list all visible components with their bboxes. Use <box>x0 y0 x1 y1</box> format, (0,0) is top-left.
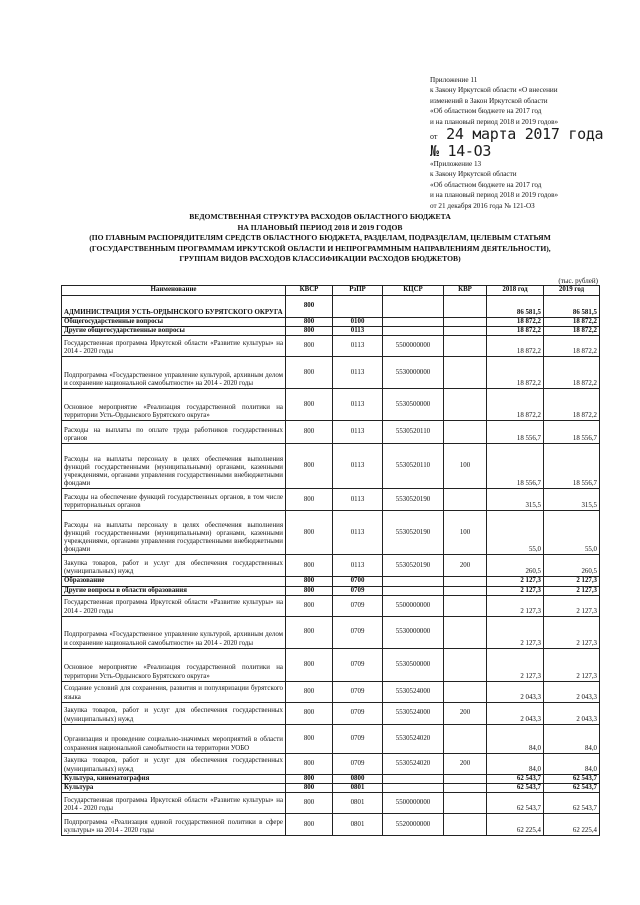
row-2018-cell: 18 872,2 <box>487 357 544 389</box>
row-kvsr-cell: 800 <box>286 444 333 489</box>
table-row <box>62 648 600 681</box>
row-2018-cell: 84,0 <box>487 724 544 753</box>
row-kcsr-cell: 5530524020 <box>383 724 444 753</box>
row-kcsr-cell: 5500000000 <box>383 595 444 616</box>
row-kcsr-cell: 5520000000 <box>383 814 444 836</box>
row-2018-cell: 62 543,7 <box>487 784 544 793</box>
row-kvr-cell <box>444 586 487 595</box>
row-kvr-cell: 200 <box>444 702 487 724</box>
row-rzpr-cell: 0801 <box>333 784 383 793</box>
row-kvr-cell <box>444 389 487 421</box>
row-rzpr-cell: 0709 <box>333 616 383 648</box>
row-name-cell: Другие вопросы в области образования <box>62 586 286 595</box>
row-name-cell: Закупка товаров, работ и услуг для обеспечения государственных (муниципальных) нужд <box>62 555 286 577</box>
row-kcsr-cell: 5530520190 <box>383 511 444 555</box>
row-kvr-cell <box>444 774 487 783</box>
header-kcsr: КЦСР <box>383 286 444 296</box>
row-name-cell: Расходы на выплаты по оплате труда работников государственных органов <box>62 421 286 444</box>
row-2018-cell: 62 543,7 <box>487 793 544 814</box>
title-line: (ГОСУДАРСТВЕННЫМ ПРОГРАММАМ ИРКУТСКОЙ ОБЛАСТИ И НЕПРОГРАММНЫМ НАПРАВЛЕНИЯМ ДЕЯТЕЛЬНОСТИ), <box>89 243 551 253</box>
row-2018-cell: 86 581,5 <box>487 296 544 318</box>
stamp-date-value: 24 марта 2017 года <box>446 125 604 144</box>
row-kcsr-cell <box>383 586 444 595</box>
stamp-date-prefix: от <box>430 132 438 142</box>
row-kcsr-cell: 5530524000 <box>383 681 444 702</box>
row-kvsr-cell: 800 <box>286 702 333 724</box>
row-kvr-cell <box>444 489 487 511</box>
row-kcsr-cell <box>383 327 444 336</box>
row-kvsr-cell: 800 <box>286 681 333 702</box>
table-row <box>62 595 600 616</box>
table-header-row <box>62 286 600 296</box>
row-rzpr-cell: 0113 <box>333 336 383 357</box>
expenditure-table <box>61 285 600 836</box>
stamp-number: № 14-ОЗ <box>430 142 492 161</box>
row-2018-cell: 18 556,7 <box>487 444 544 489</box>
table-row <box>62 753 600 774</box>
row-rzpr-cell: 0700 <box>333 577 383 586</box>
row-kvsr-cell: 800 <box>286 814 333 836</box>
row-2019-cell: 84,0 <box>544 753 600 774</box>
row-rzpr-cell: 0113 <box>333 421 383 444</box>
row-kvsr-cell: 800 <box>286 327 333 336</box>
row-kcsr-cell: 5530000000 <box>383 616 444 648</box>
table-row <box>62 724 600 753</box>
row-2018-cell: 2 043,3 <box>487 702 544 724</box>
row-kcsr-cell: 5530524000 <box>383 702 444 724</box>
table-row <box>62 318 600 327</box>
row-kvsr-cell: 800 <box>286 724 333 753</box>
row-kvr-cell <box>444 724 487 753</box>
table-row <box>62 793 600 814</box>
annex-line: «Об областном бюджете на 2017 год <box>430 107 542 116</box>
row-2019-cell: 2 127,3 <box>544 616 600 648</box>
table-row <box>62 421 600 444</box>
row-kvr-cell <box>444 357 487 389</box>
row-2018-cell: 62 543,7 <box>487 774 544 783</box>
row-kcsr-cell <box>383 784 444 793</box>
row-rzpr-cell: 0709 <box>333 595 383 616</box>
row-rzpr-cell: 0709 <box>333 753 383 774</box>
table-row <box>62 814 600 836</box>
row-name-cell: Организация и проведение социально-значимых мероприятий в области сохранения национальной самобытности на территории УОБО <box>62 724 286 753</box>
row-kvr-cell <box>444 595 487 616</box>
row-kvsr-cell: 800 <box>286 511 333 555</box>
row-2018-cell: 18 872,2 <box>487 336 544 357</box>
table-row <box>62 555 600 577</box>
row-rzpr-cell: 0100 <box>333 318 383 327</box>
row-2018-cell: 55,0 <box>487 511 544 555</box>
prev-annex-line: от 21 декабря 2016 года № 121-ОЗ <box>430 201 535 210</box>
row-name-cell: Культура <box>62 784 286 793</box>
annex-line: изменений в Закон Иркутской области <box>430 96 548 105</box>
row-2019-cell: 260,5 <box>544 555 600 577</box>
annex-line: Приложение 11 <box>430 76 478 84</box>
row-name-cell: Культура, кинематография <box>62 774 286 783</box>
table-row <box>62 511 600 555</box>
row-kcsr-cell: 5530524020 <box>383 753 444 774</box>
row-name-cell: Основное мероприятие «Реализация государственной политики на территории Усть-Ордынского Бурятского округа» <box>62 389 286 421</box>
row-name-cell: Подпрограмма «Реализация единой государственной политики в сфере культуры» на 2014 - 2020 годы <box>62 814 286 836</box>
row-2018-cell: 62 225,4 <box>487 814 544 836</box>
row-2019-cell: 2 043,3 <box>544 702 600 724</box>
row-2019-cell: 18 872,2 <box>544 389 600 421</box>
row-2019-cell: 55,0 <box>544 511 600 555</box>
row-kvsr-cell: 800 <box>286 784 333 793</box>
row-kvsr-cell: 800 <box>286 793 333 814</box>
table-row <box>62 774 600 783</box>
row-kvr-cell: 100 <box>444 444 487 489</box>
row-name-cell: Государственная программа Иркутской области «Развитие культуры» на 2014 - 2020 годы <box>62 595 286 616</box>
header-rzpr: РзПР <box>333 286 383 296</box>
row-kvsr-cell: 800 <box>286 648 333 681</box>
row-2018-cell: 2 127,3 <box>487 595 544 616</box>
row-2019-cell: 315,5 <box>544 489 600 511</box>
row-kvr-cell <box>444 296 487 318</box>
row-rzpr-cell: 0801 <box>333 793 383 814</box>
row-name-cell: Подпрограмма «Государственное управление культурой, архивным делом и сохранение национальной самобытности» на 2014 - 2020 годы <box>62 616 286 648</box>
row-name-cell: Государственная программа Иркутской области «Развитие культуры» на 2014 - 2020 годы <box>62 336 286 357</box>
units-label: (тыс. рублей) <box>558 277 598 285</box>
row-kcsr-cell <box>383 577 444 586</box>
row-kcsr-cell <box>383 774 444 783</box>
row-kvr-cell <box>444 616 487 648</box>
row-kvsr-cell: 800 <box>286 774 333 783</box>
header-name: Наименование <box>62 286 286 296</box>
row-2019-cell: 18 872,2 <box>544 336 600 357</box>
document-title <box>60 212 580 265</box>
row-2018-cell: 2 043,3 <box>487 681 544 702</box>
prev-annex-line: к Закону Иркутской области <box>430 170 517 179</box>
table-row <box>62 336 600 357</box>
prev-annex-line: и на плановый период 2018 и 2019 годов» <box>430 191 559 200</box>
row-kcsr-cell <box>383 318 444 327</box>
row-kvsr-cell: 800 <box>286 595 333 616</box>
row-2019-cell: 84,0 <box>544 724 600 753</box>
row-kvsr-cell: 800 <box>286 296 333 318</box>
row-2019-cell: 62 543,7 <box>544 784 600 793</box>
row-2019-cell: 62 543,7 <box>544 774 600 783</box>
header-kvsr: КВСР <box>286 286 333 296</box>
row-kvsr-cell: 800 <box>286 753 333 774</box>
row-kvr-cell <box>444 421 487 444</box>
row-rzpr-cell: 0801 <box>333 814 383 836</box>
row-2019-cell: 18 872,2 <box>544 318 600 327</box>
row-kcsr-cell: 5530520190 <box>383 489 444 511</box>
table-row <box>62 681 600 702</box>
row-rzpr-cell: 0113 <box>333 357 383 389</box>
row-kvr-cell <box>444 814 487 836</box>
row-kvr-cell: 200 <box>444 753 487 774</box>
row-kcsr-cell: 5530520110 <box>383 444 444 489</box>
row-2018-cell: 2 127,3 <box>487 648 544 681</box>
row-rzpr-cell: 0113 <box>333 327 383 336</box>
row-kvsr-cell: 800 <box>286 336 333 357</box>
row-name-cell: Другие общегосударственные вопросы <box>62 327 286 336</box>
row-kvsr-cell: 800 <box>286 586 333 595</box>
table-row <box>62 389 600 421</box>
row-2018-cell: 2 127,3 <box>487 577 544 586</box>
row-rzpr-cell: 0709 <box>333 702 383 724</box>
table-row <box>62 444 600 489</box>
row-kvr-cell <box>444 336 487 357</box>
row-kvsr-cell: 800 <box>286 489 333 511</box>
row-kcsr-cell <box>383 296 444 318</box>
row-rzpr-cell: 0800 <box>333 774 383 783</box>
row-rzpr-cell <box>333 296 383 318</box>
table-row <box>62 296 600 318</box>
row-kcsr-cell: 5530520190 <box>383 555 444 577</box>
row-name-cell: Расходы на выплаты персоналу в целях обеспечения выполнения функций государственными (муниципальными) органами, казенными учреждениями, органами управления государственными внебюджетными фондами <box>62 511 286 555</box>
row-name-cell: Закупка товаров, работ и услуг для обеспечения государственных (муниципальных) нужд <box>62 753 286 774</box>
row-kvsr-cell: 800 <box>286 318 333 327</box>
row-kvsr-cell: 800 <box>286 577 333 586</box>
row-2019-cell: 2 127,3 <box>544 586 600 595</box>
row-kvsr-cell: 800 <box>286 421 333 444</box>
row-2019-cell: 18 872,2 <box>544 327 600 336</box>
row-2018-cell: 18 872,2 <box>487 318 544 327</box>
table-row <box>62 577 600 586</box>
row-kvsr-cell: 800 <box>286 357 333 389</box>
row-name-cell: Расходы на выплаты персоналу в целях обеспечения выполнения функций государственными (муниципальными) органами, казенными учреждениями, органами управления государственными внебюджетными фондами <box>62 444 286 489</box>
row-kvsr-cell: 800 <box>286 389 333 421</box>
row-2019-cell: 2 127,3 <box>544 648 600 681</box>
row-kvr-cell <box>444 648 487 681</box>
row-kvr-cell <box>444 793 487 814</box>
row-2018-cell: 84,0 <box>487 753 544 774</box>
table-row <box>62 784 600 793</box>
table-row <box>62 616 600 648</box>
row-name-cell: АДМИНИСТРАЦИЯ УСТЬ-ОРДЫНСКОГО БУРЯТСКОГО ОКРУГА <box>62 296 286 318</box>
table-row <box>62 702 600 724</box>
header-kvr: КВР <box>444 286 487 296</box>
row-kvr-cell: 100 <box>444 511 487 555</box>
row-2019-cell: 18 556,7 <box>544 444 600 489</box>
row-kcsr-cell: 5530500000 <box>383 648 444 681</box>
table-row <box>62 489 600 511</box>
annex-line: и на плановый период 2018 и 2019 годов» <box>430 117 559 126</box>
row-2019-cell: 18 556,7 <box>544 421 600 444</box>
row-kvr-cell <box>444 577 487 586</box>
table-row <box>62 357 600 389</box>
row-name-cell: Создание условий для сохранения, развития и популяризации бурятского языка <box>62 681 286 702</box>
row-kvsr-cell: 800 <box>286 555 333 577</box>
row-2018-cell: 2 127,3 <box>487 586 544 595</box>
row-kcsr-cell: 5530500000 <box>383 389 444 421</box>
row-rzpr-cell: 0113 <box>333 389 383 421</box>
row-2018-cell: 18 556,7 <box>487 421 544 444</box>
row-rzpr-cell: 0113 <box>333 489 383 511</box>
row-name-cell: Образование <box>62 577 286 586</box>
row-2018-cell: 18 872,2 <box>487 327 544 336</box>
row-2018-cell: 260,5 <box>487 555 544 577</box>
row-2019-cell: 62 225,4 <box>544 814 600 836</box>
row-kcsr-cell: 5500000000 <box>383 336 444 357</box>
header-2019: 2019 год <box>544 286 600 296</box>
title-line: НА ПЛАНОВЫЙ ПЕРИОД 2018 И 2019 ГОДОВ <box>237 222 403 232</box>
row-2018-cell: 315,5 <box>487 489 544 511</box>
row-rzpr-cell: 0113 <box>333 511 383 555</box>
annex-block <box>430 75 635 211</box>
table-body <box>62 296 600 836</box>
prev-annex-line: «Об областном бюджете на 2017 год <box>430 180 542 189</box>
row-name-cell: Основное мероприятие «Реализация государственной политики на территории Усть-Ордынского Бурятского округа» <box>62 648 286 681</box>
row-rzpr-cell: 0709 <box>333 724 383 753</box>
row-kvr-cell <box>444 318 487 327</box>
row-name-cell: Закупка товаров, работ и услуг для обеспечения государственных (муниципальных) нужд <box>62 702 286 724</box>
header-2018: 2018 год <box>487 286 544 296</box>
row-2018-cell: 2 127,3 <box>487 616 544 648</box>
row-2019-cell: 2 127,3 <box>544 595 600 616</box>
row-kcsr-cell: 5530520110 <box>383 421 444 444</box>
row-rzpr-cell: 0709 <box>333 681 383 702</box>
row-kvr-cell: 200 <box>444 555 487 577</box>
row-rzpr-cell: 0113 <box>333 555 383 577</box>
row-rzpr-cell: 0113 <box>333 444 383 489</box>
row-name-cell: Государственная программа Иркутской области «Развитие культуры» на 2014 - 2020 годы <box>62 793 286 814</box>
row-2018-cell: 18 872,2 <box>487 389 544 421</box>
row-rzpr-cell: 0709 <box>333 586 383 595</box>
row-kvr-cell <box>444 681 487 702</box>
row-name-cell: Расходы на обеспечение функций государственных органов, в том числе территориальных органов <box>62 489 286 511</box>
title-line: (ПО ГЛАВНЫМ РАСПОРЯДИТЕЛЯМ СРЕДСТВ ОБЛАСТНОГО БЮДЖЕТА, РАЗДЕЛАМ, ПОДРАЗДЕЛАМ, ЦЕЛЕВЫМ СТАТЬЯМ <box>89 233 551 243</box>
table-row <box>62 327 600 336</box>
prev-annex-line: «Приложение 13 <box>430 160 482 169</box>
table-row <box>62 586 600 595</box>
row-2019-cell: 86 581,5 <box>544 296 600 318</box>
title-line: ВЕДОМСТВЕННАЯ СТРУКТУРА РАСХОДОВ ОБЛАСТНОГО БЮДЖЕТА <box>189 212 451 221</box>
row-kvr-cell <box>444 784 487 793</box>
row-2019-cell: 2 127,3 <box>544 577 600 586</box>
row-kcsr-cell: 5530000000 <box>383 357 444 389</box>
row-2019-cell: 62 543,7 <box>544 793 600 814</box>
title-line: ГРУППАМ ВИДОВ РАСХОДОВ КЛАССИФИКАЦИИ РАСХОДОВ БЮДЖЕТОВ) <box>179 254 461 264</box>
row-2019-cell: 2 043,3 <box>544 681 600 702</box>
row-name-cell: Подпрограмма «Государственное управление культурой, архивным делом и сохранение национальной самобытности» на 2014 - 2020 годы <box>62 357 286 389</box>
row-kvsr-cell: 800 <box>286 616 333 648</box>
row-kvr-cell <box>444 327 487 336</box>
row-2019-cell: 18 872,2 <box>544 357 600 389</box>
annex-line: к Закону Иркутской области «О внесении <box>430 86 558 95</box>
row-name-cell: Общегосударственные вопросы <box>62 318 286 327</box>
row-kcsr-cell: 5500000000 <box>383 793 444 814</box>
row-rzpr-cell: 0709 <box>333 648 383 681</box>
